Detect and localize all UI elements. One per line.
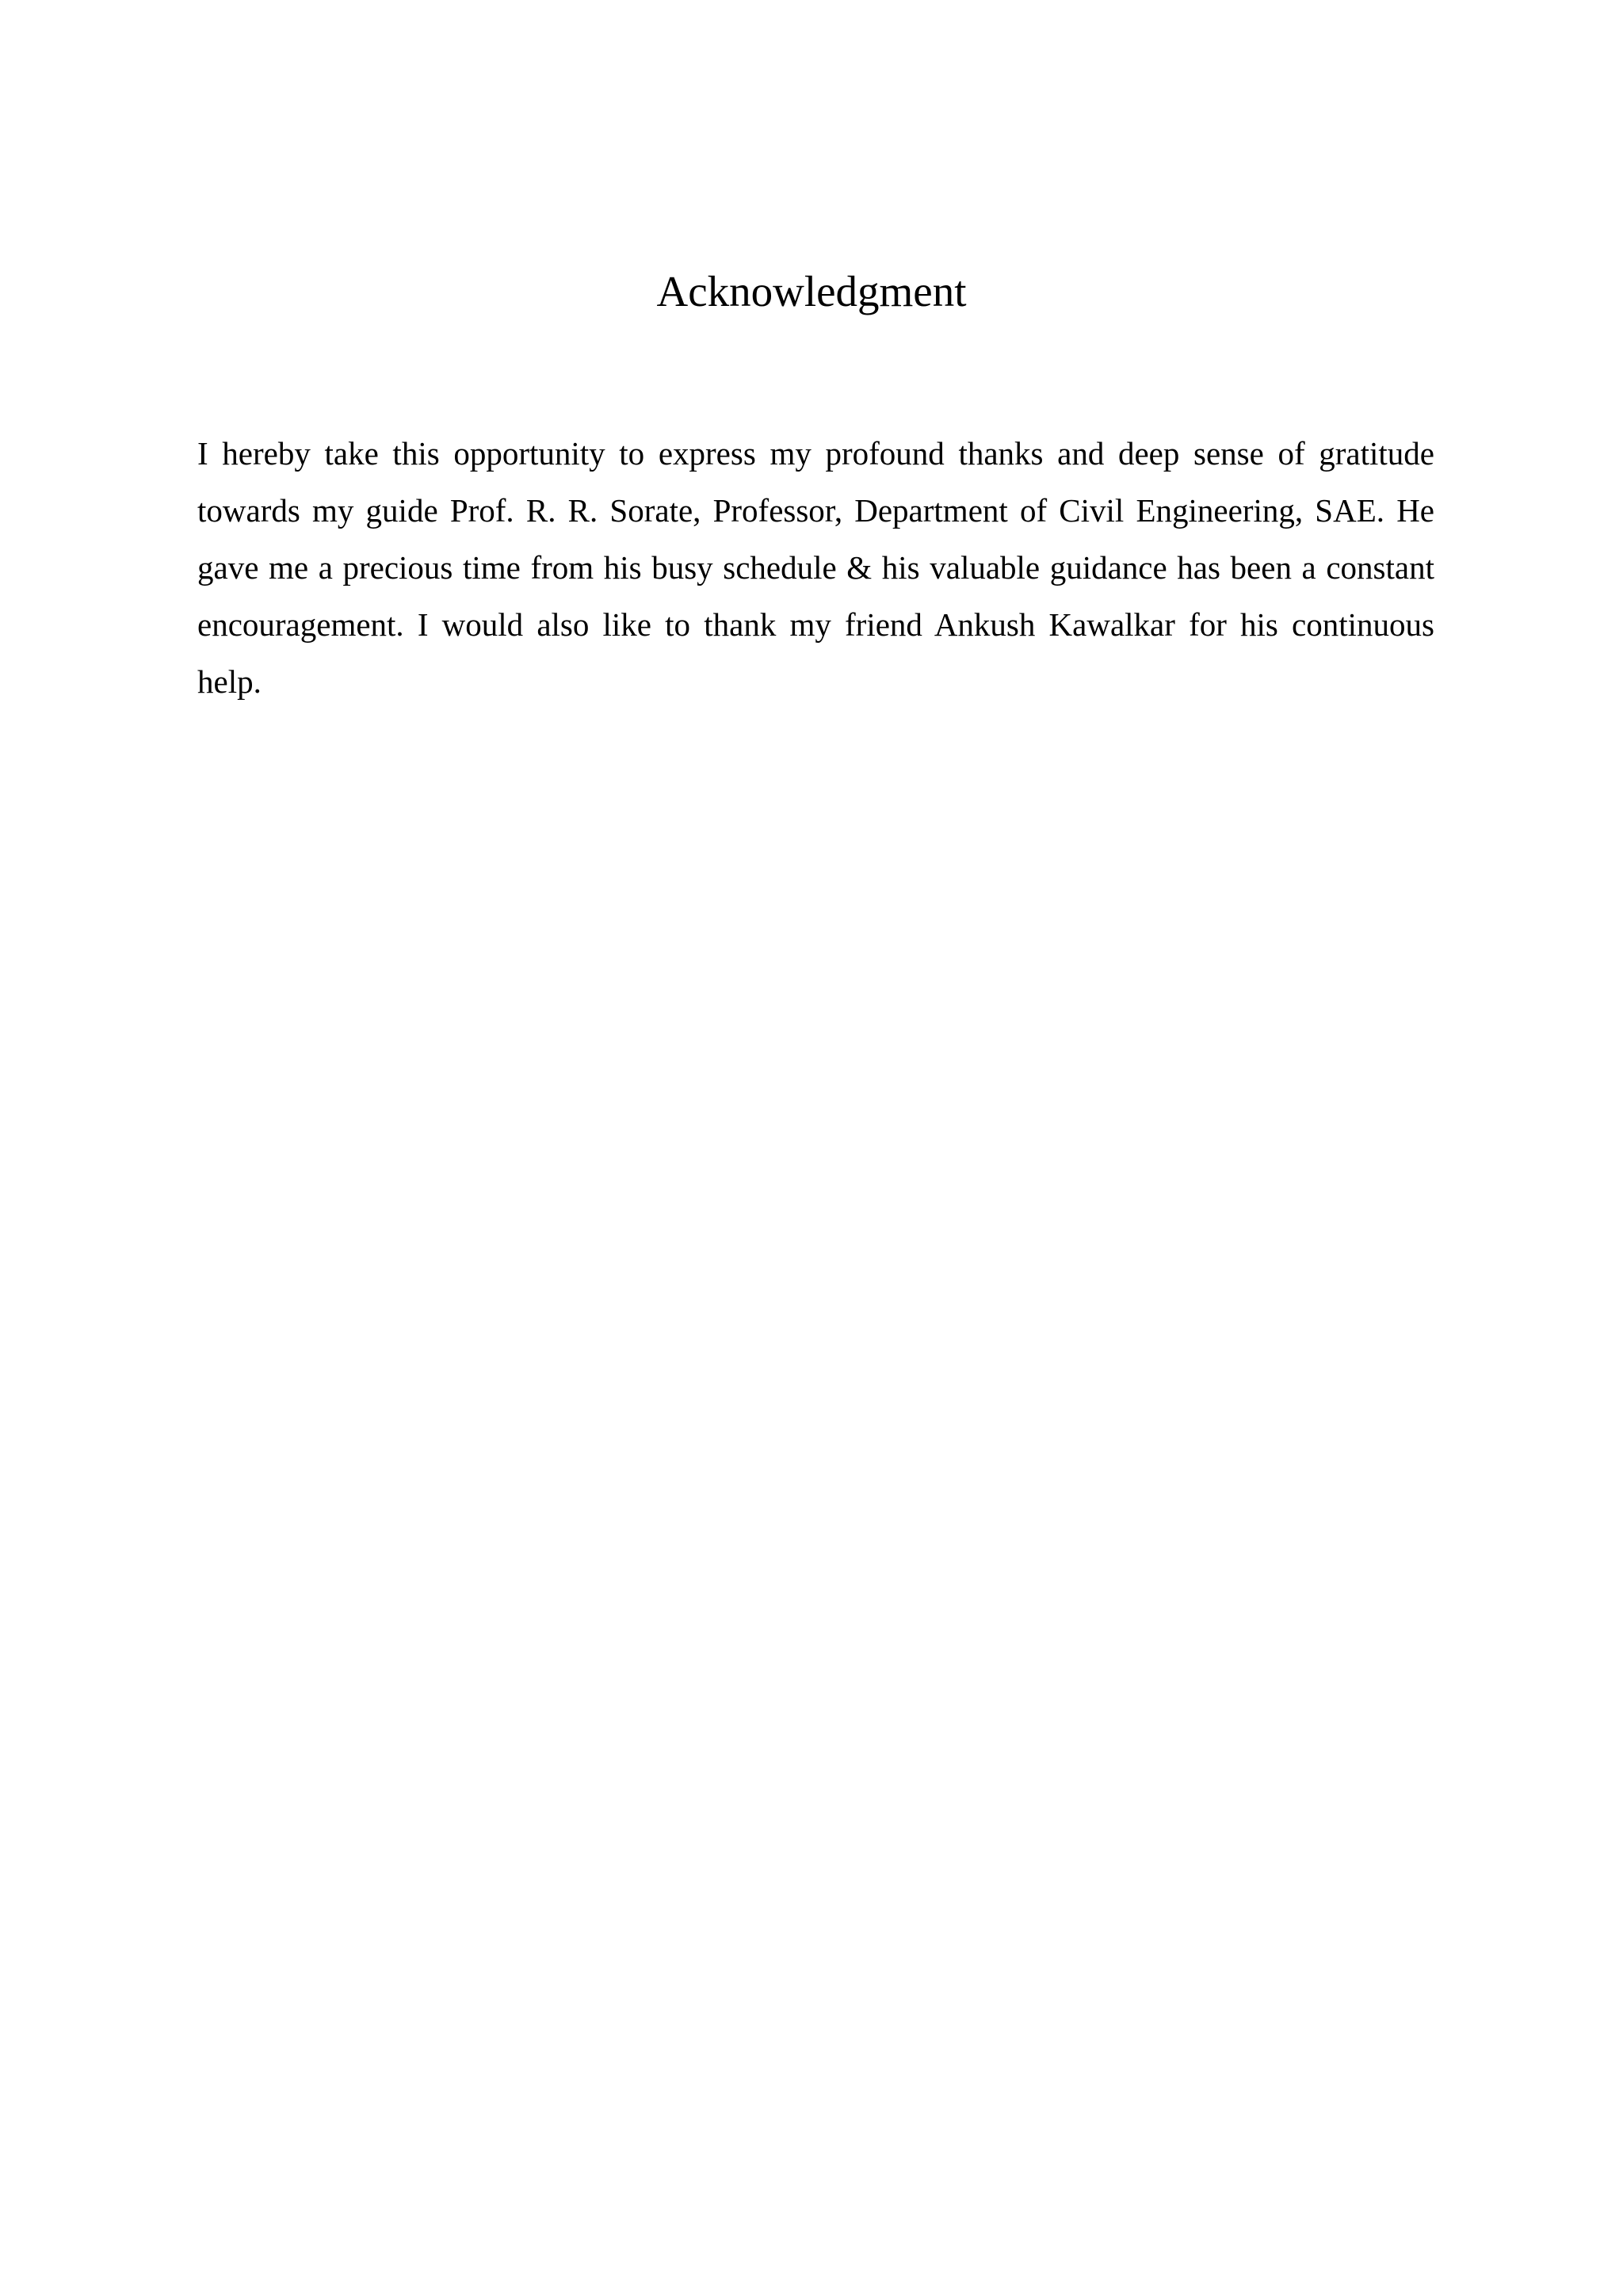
acknowledgment-paragraph: I hereby take this opportunity to express my profound thanks and deep sense of gratitude towards my guide Prof. R. R. Sorate, Professor, Department of Civil Engineering, SAE. He gave me a precious time from his busy schedule & his valuable guidance has been a constant encouragement. I would also like to thank my friend Ankush Kawalkar for his continuous help. <box>197 435 1434 700</box>
page-title: Acknowledgment <box>656 267 967 315</box>
